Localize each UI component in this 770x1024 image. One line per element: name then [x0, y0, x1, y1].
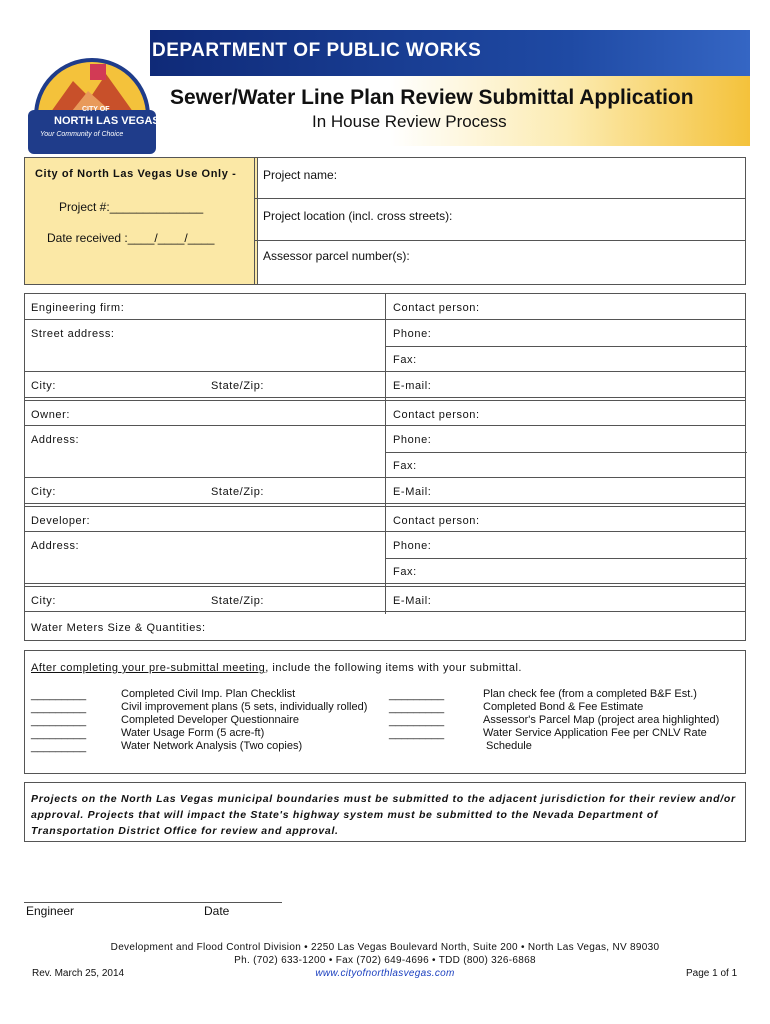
engineering-phone-label: Phone: — [393, 328, 432, 340]
engineering-city-label: City: — [31, 380, 56, 392]
checklist-item: Completed Civil Imp. Plan Checklist — [121, 688, 296, 700]
project-name-field[interactable]: Project name: — [263, 168, 338, 182]
checklist-item: Plan check fee (from a completed B&F Est.) — [483, 688, 697, 700]
date-label: Date — [204, 904, 230, 918]
engineering-city-row[interactable] — [25, 372, 745, 398]
checklist-heading-rest: , include the following items with your submittal. — [265, 662, 522, 674]
left-blank-1[interactable]: _________ — [31, 689, 87, 701]
footer-phone: Ph. (702) 633-1200 • Fax (702) 649-4696 • TDD (800) 326-6868 — [234, 955, 536, 966]
logo-city-name: NORTH LAS VEGAS — [54, 115, 160, 127]
checklist-item: Completed Developer Questionnaire — [121, 714, 299, 726]
owner-address-label: Address: — [31, 434, 80, 446]
developer-label: Developer: — [31, 515, 91, 527]
developer-contact-label: Contact person: — [393, 515, 480, 527]
owner-row[interactable] — [25, 400, 745, 426]
street-address-label: Street address: — [31, 328, 115, 340]
developer-address-label: Address: — [31, 540, 80, 552]
notice-text: Projects on the North Las Vegas municipal boundaries must be submitted to the adjacent jurisdiction for their review and/or approval. Projects that will impact the State's highway system must be submitted to the Nevada Department of Transportation District Office for review and approval. — [31, 793, 736, 837]
checklist-item: Civil improvement plans (5 sets, individually rolled) — [121, 701, 368, 713]
owner-city-label: City: — [31, 486, 56, 498]
signature-line[interactable] — [24, 902, 282, 903]
water-meters-row[interactable] — [25, 614, 745, 640]
submittal-checklist — [24, 650, 746, 774]
date-received-field[interactable]: Date received :____/____/____ — [47, 231, 215, 245]
developer-fax-row[interactable] — [25, 558, 745, 584]
owner-email-label: E-Mail: — [393, 486, 432, 498]
contacts-table — [24, 293, 746, 641]
divider — [255, 198, 745, 199]
owner-city-row[interactable] — [25, 478, 745, 504]
developer-row[interactable] — [25, 506, 745, 532]
department-title: DEPARTMENT OF PUBLIC WORKS — [152, 40, 482, 61]
left-blank-3[interactable]: _________ — [31, 715, 87, 727]
project-location-field[interactable]: Project location (incl. cross streets): — [263, 209, 453, 223]
engineering-address-row[interactable] — [25, 320, 745, 346]
logo-tagline: Your Community of Choice — [40, 131, 124, 138]
jurisdiction-notice — [24, 782, 746, 842]
engineering-firm-row[interactable] — [25, 294, 745, 320]
parcel-number-field[interactable]: Assessor parcel number(s): — [263, 249, 410, 263]
engineering-contact-label: Contact person: — [393, 302, 480, 314]
city-logo — [28, 30, 156, 160]
checklist-heading-emphasis: After completing your pre-submittal meeting — [31, 662, 266, 674]
checklist-item: Schedule — [486, 740, 532, 752]
revision-date: Rev. March 25, 2014 — [32, 968, 125, 979]
left-blank-2[interactable]: _________ — [31, 702, 87, 714]
engineering-firm-label: Engineering firm: — [31, 302, 125, 314]
checklist-item: Water Usage Form (5 acre-ft) — [121, 727, 265, 739]
right-blank-1[interactable]: _________ — [389, 689, 445, 701]
checklist-item: Completed Bond & Fee Estimate — [483, 701, 644, 713]
developer-city-label: City: — [31, 595, 56, 607]
checklist-item: Water Service Application Fee per CNLV Rate — [483, 727, 707, 739]
project-info-box — [254, 157, 746, 285]
divider — [255, 240, 745, 241]
owner-contact-label: Contact person: — [393, 409, 480, 421]
developer-phone-label: Phone: — [393, 540, 432, 552]
right-blank-4[interactable]: _________ — [389, 728, 445, 740]
owner-phone-label: Phone: — [393, 434, 432, 446]
form-subtitle: In House Review Process — [312, 112, 507, 131]
owner-address-row[interactable] — [25, 426, 745, 452]
developer-state-zip-label: State/Zip: — [211, 595, 265, 607]
checklist-heading — [31, 662, 522, 674]
project-number-field[interactable]: Project #:______________ — [59, 200, 204, 214]
right-blank-3[interactable]: _________ — [389, 715, 445, 727]
engineer-label: Engineer — [26, 904, 75, 918]
checklist-item: Assessor's Parcel Map (project area highlighted) — [483, 714, 720, 726]
logo-city-small: CITY OF — [82, 106, 110, 113]
engineering-state-zip-label: State/Zip: — [211, 380, 265, 392]
office-use-heading: City of North Las Vegas Use Only - — [35, 168, 237, 180]
footer-address: Development and Flood Control Division • 2250 Las Vegas Boulevard North, Suite 200 • North Las Vegas, NV 89030 — [110, 942, 660, 953]
owner-fax-row[interactable] — [25, 452, 745, 478]
owner-label: Owner: — [31, 409, 71, 421]
office-use-box — [24, 157, 258, 285]
owner-state-zip-label: State/Zip: — [211, 486, 265, 498]
engineering-fax-row[interactable] — [25, 346, 745, 372]
owner-fax-label: Fax: — [393, 460, 417, 472]
form-title: Sewer/Water Line Plan Review Submittal Application — [170, 86, 694, 109]
developer-city-row[interactable] — [25, 586, 745, 612]
page-number: Page 1 of 1 — [686, 968, 738, 979]
right-blank-2[interactable]: _________ — [389, 702, 445, 714]
checklist-item: Water Network Analysis (Two copies) — [121, 740, 303, 752]
website-link[interactable]: www.cityofnorthlasvegas.com — [315, 968, 455, 979]
left-blank-5[interactable]: _________ — [31, 741, 87, 753]
engineering-email-label: E-mail: — [393, 380, 432, 392]
developer-email-label: E-Mail: — [393, 595, 432, 607]
developer-fax-label: Fax: — [393, 566, 417, 578]
water-meters-label: Water Meters Size & Quantities: — [31, 622, 206, 634]
developer-address-row[interactable] — [25, 532, 745, 558]
left-blank-4[interactable]: _________ — [31, 728, 87, 740]
engineering-fax-label: Fax: — [393, 354, 417, 366]
